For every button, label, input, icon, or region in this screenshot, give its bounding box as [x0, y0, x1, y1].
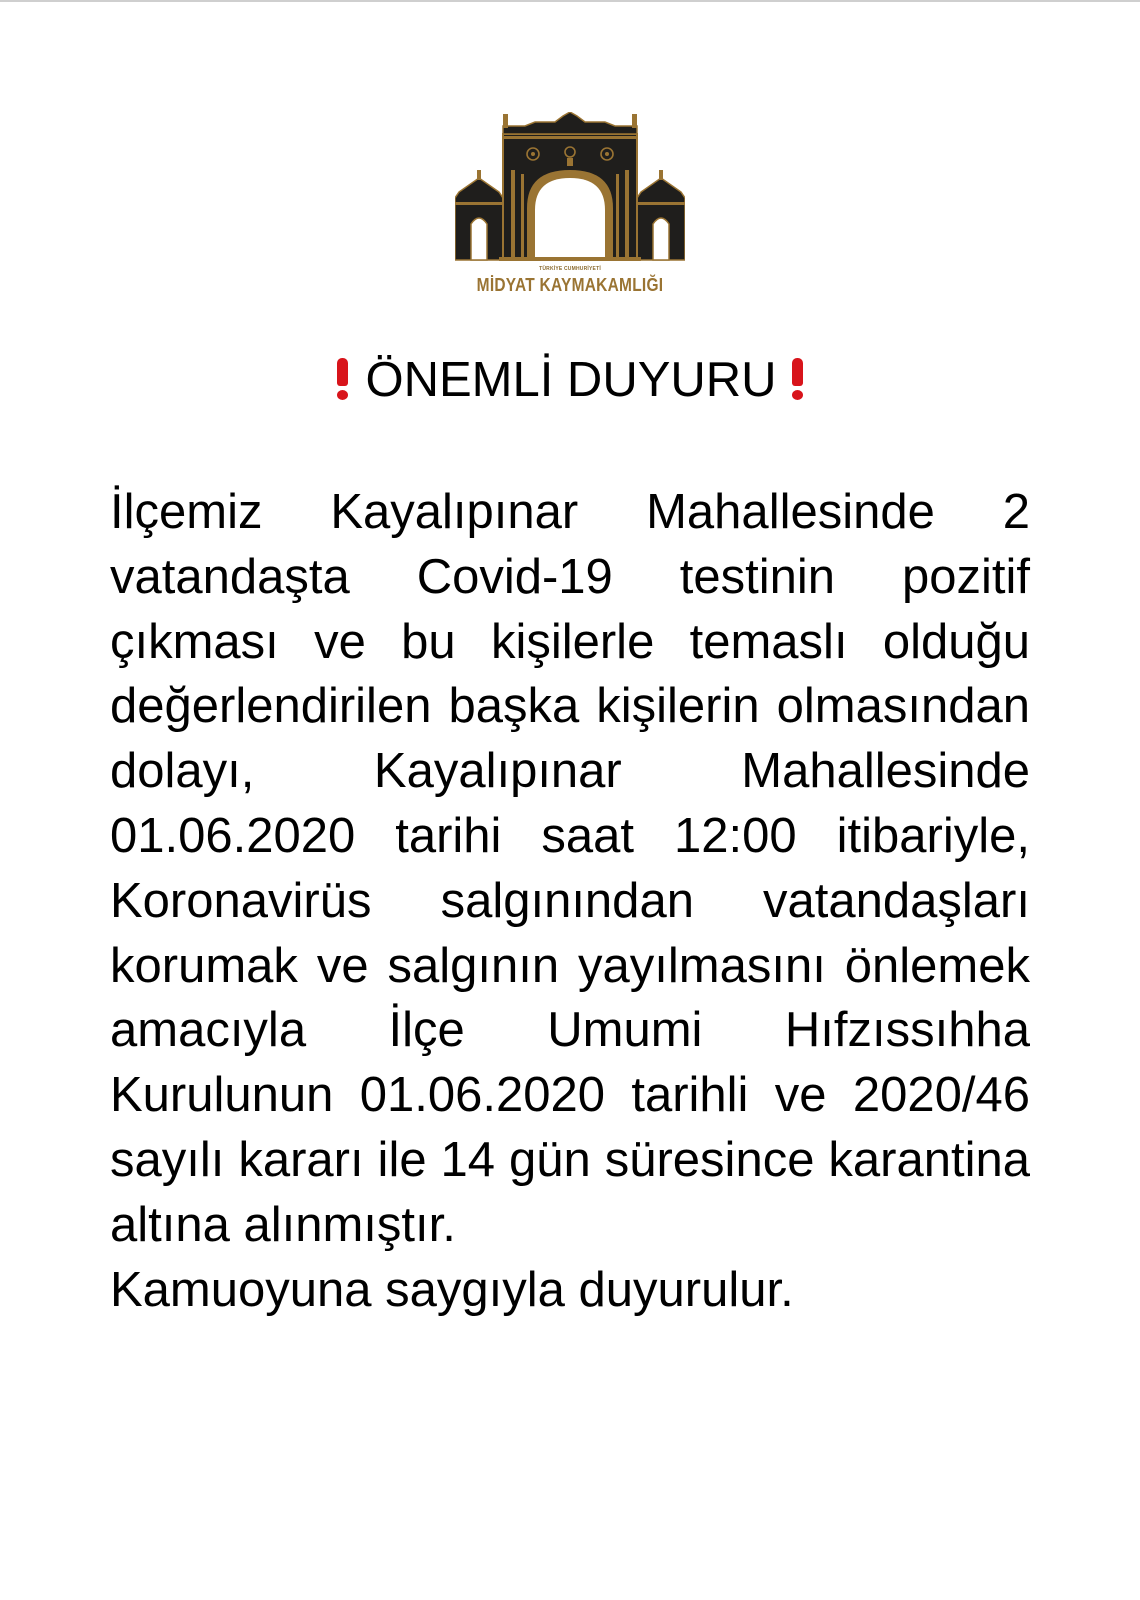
- red-exclamation-icon: [336, 358, 349, 400]
- gate-emblem-icon: [455, 112, 685, 262]
- logo-subtitle: TÜRKİYE CUMHURİYETİ: [539, 266, 601, 272]
- heading-title: ÖNEMLİ DUYURU: [365, 353, 777, 407]
- announcement-closing: Kamuoyuna saygıyla duyurulur.: [110, 1262, 794, 1317]
- red-exclamation-icon: [791, 358, 804, 400]
- midyat-kaymakamligi-logo: [455, 112, 685, 302]
- announcement-heading: [0, 350, 1140, 410]
- top-border: [0, 0, 1140, 2]
- announcement-body: [110, 480, 1030, 1322]
- announcement-paragraph: İlçemiz Kayalıpınar Mahallesinde 2 vatandaşta Covid-19 testinin pozitif çıkması ve bu kişilerle temaslı olduğu değerlendirilen başka kişilerin olmasından dolayı, Kayalıpınar Mahallesinde 01.06.2020 tarihi saat 12:00 itibariyle, Koronavirüs salgınından vatandaşları korumak ve salgının yayılmasını önlemek amacıyla İlçe Umumi Hıfzıssıhha Kurulunun 01.06.2020 tarihli ve 2020/46 sayılı kararı ile 14 gün süresince karantina altına alınmıştır.: [110, 485, 1030, 1252]
- logo-name: MİDYAT KAYMAKAMLIĞI: [476, 275, 664, 295]
